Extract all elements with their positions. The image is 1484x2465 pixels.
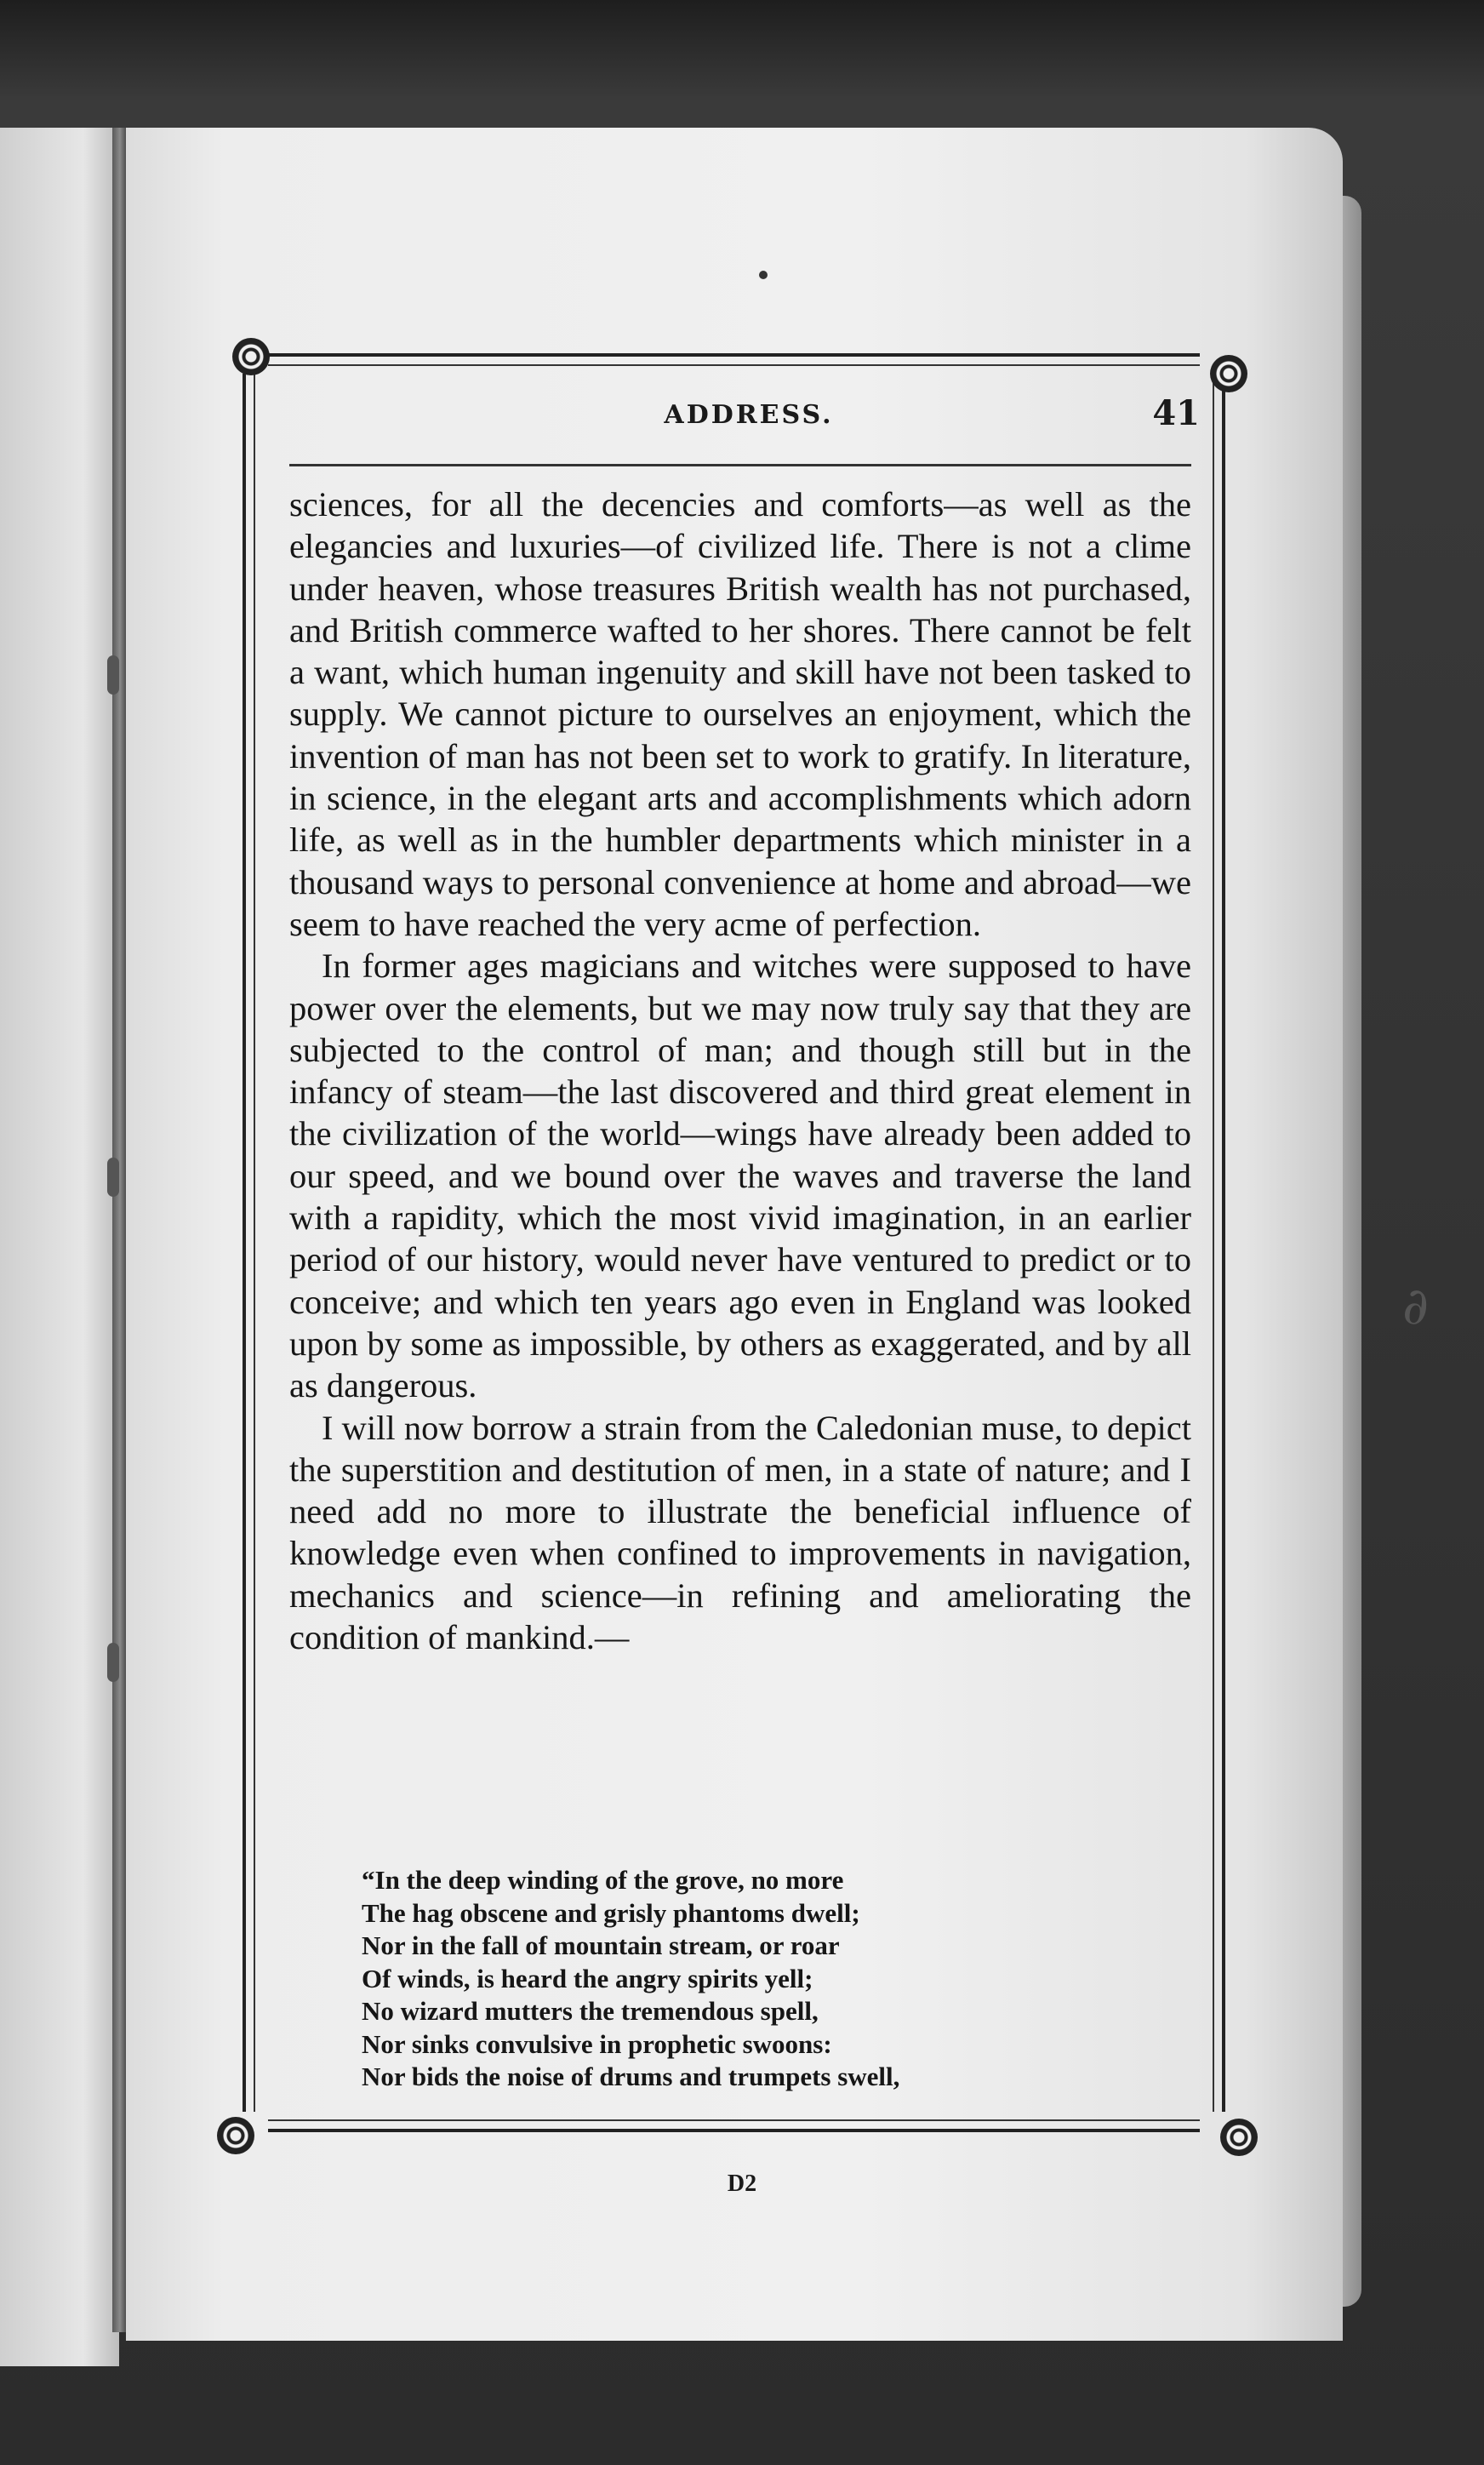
page-number: 41	[1152, 393, 1200, 433]
border-left	[243, 374, 255, 2112]
verse-line: Of winds, is heard the angry spirits yell;	[362, 1963, 813, 1993]
signature-mark: D2	[727, 2170, 757, 2197]
body-text	[289, 483, 1191, 1658]
paragraph: In former ages magicians and witches were supposed to have power over the elements, but we may now truly say that they are subjected to the control of man; and though still but in the infancy of steam—the last discovered and third great element in the civilization of the world—wings have already been added to our speed, and we bound over the waves and traverse the land with a rapidity, which the most vivid imagination, in an earlier period of our history, would never have ventured to predict or to conceive; and which ten years ago even in England was looked upon by some as impossible, by others as exaggerated, and by all as dangerous.	[289, 947, 1191, 1405]
border-bottom	[268, 2119, 1200, 2132]
binding-thread	[107, 655, 119, 695]
ink-spot	[759, 271, 768, 279]
header-rule	[289, 464, 1191, 466]
paragraph: sciences, for all the decencies and comforts—as well as the elegancies and luxuries—of civilized life. There is not a clime under heaven, whose treasures British wealth has not purchased, and British commerce wafted to her shores. There cannot be felt a want, which human ingenuity and skill have not been tasked to supply. We cannot picture to ourselves an enjoyment, which the invention of man has not been set to work to gratify. In literature, in science, in the elegant arts and accomplishments which adorn life, as well as in the humbler departments which minister in a thousand ways to personal convenience at home and abroad—we seem to have reached the very acme of perfection.	[289, 485, 1191, 943]
binding-thread	[107, 1158, 119, 1197]
rosette-ornament-icon	[232, 338, 270, 375]
binding-thread	[107, 1643, 119, 1682]
rosette-ornament-icon	[217, 2117, 254, 2154]
verse-line: No wizard mutters the tremendous spell,	[362, 1996, 819, 2026]
verse-line: The hag obscene and grisly phantoms dwell;	[362, 1897, 860, 1928]
verse-line: “In the deep winding of the grove, no more	[362, 1865, 844, 1895]
verse-line: Nor bids the noise of drums and trumpets swell,	[362, 2062, 900, 2091]
border-right	[1213, 374, 1225, 2112]
verse-line: Nor in the fall of mountain stream, or roar	[362, 1930, 840, 1960]
pencil-mark: ∂	[1402, 1277, 1430, 1336]
page-header	[298, 393, 1200, 444]
verse-line: Nor sinks convulsive in prophetic swoons:	[362, 2028, 832, 2059]
facing-page-edge	[0, 128, 119, 2366]
paragraph: I will now borrow a strain from the Caledonian muse, to depict the superstition and destitution of men, in a state of nature; and I need add no more to illustrate the beneficial influence of knowledge even when confined to improvements in navigation, mechanics and science—in refining and ameliorating the condition of mankind.—	[289, 1408, 1191, 1657]
verse-quotation	[362, 1864, 1196, 2094]
running-head: ADDRESS.	[664, 400, 834, 430]
rosette-ornament-icon	[1210, 355, 1247, 392]
rosette-ornament-icon	[1220, 2119, 1258, 2156]
border-top	[268, 353, 1200, 366]
